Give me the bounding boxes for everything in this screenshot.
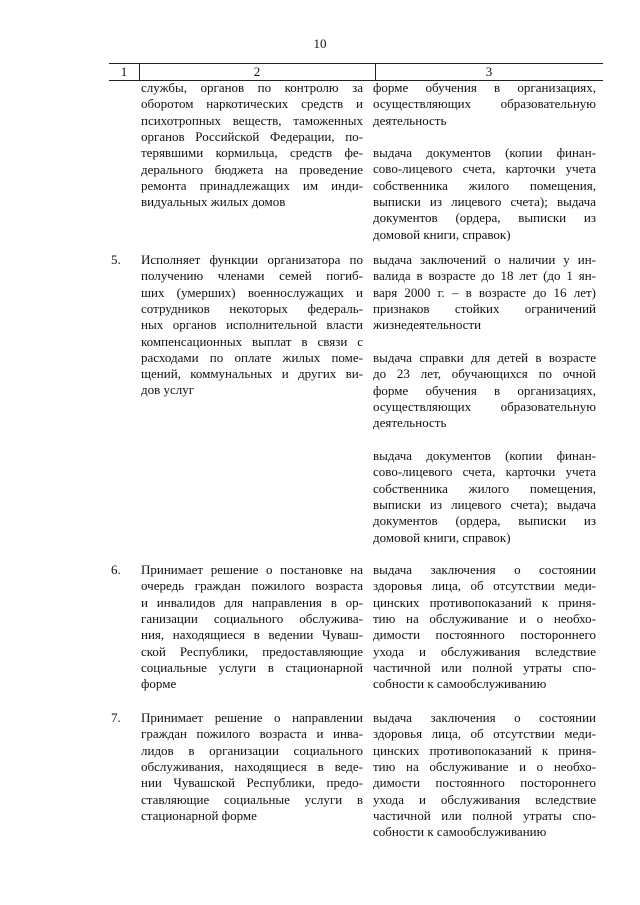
function-text-line: ставляющие социальные услуги в <box>141 791 363 807</box>
header-col-2: 2 <box>253 64 261 79</box>
function-text-line: обслуживания, находящиеся в веде- <box>141 758 363 774</box>
function-text-line: ганизации социального обслужива- <box>141 610 363 626</box>
header-col-1: 1 <box>120 64 128 79</box>
service-text-line: тию на обслуживание и о необхо- <box>373 610 596 626</box>
function-text-line: и инвалидов для направления в ор- <box>141 594 363 610</box>
function-text-line: щений, коммунальных и других ви- <box>141 366 363 382</box>
function-text-line: социальные услуги в стационарной <box>141 659 363 675</box>
service-text-line: выдача справки для детей в возрасте <box>373 350 596 365</box>
function-text-line: службы, органов по контролю за <box>141 80 363 95</box>
service-text-line: документов (ордера, выписки из <box>373 513 596 529</box>
service-text-line: жизнедеятельности <box>373 317 482 333</box>
service-text-line: форме обучения в организациях, <box>373 80 596 95</box>
service-text-line: частичной или полной утраты спо- <box>373 659 596 675</box>
service-text-line: сово-лицевого счета, карточки учета <box>373 464 596 480</box>
service-text-line: здоровья лица, об отсутствии меди- <box>373 726 596 742</box>
service-text-line: валида в возрасте до 18 лет (до 1 ян- <box>373 268 596 284</box>
service-text-line: димости постоянного постороннего <box>373 627 596 643</box>
function-text-line: лидов в организации социального <box>141 742 363 758</box>
function-text-line: получению членами семей погиб- <box>141 268 363 284</box>
row-number: 7. <box>111 710 121 725</box>
row-number: 6. <box>111 562 121 577</box>
service-text-line: тию на обслуживание и о необхо- <box>373 758 596 774</box>
function-text-line: стационарной форме <box>141 807 257 823</box>
function-text-line: очередь граждан пожилого возраста <box>141 578 363 594</box>
service-text-line: ухода и обслуживания вследствие <box>373 791 596 807</box>
function-text-line: расходами по оплате жилых поме- <box>141 349 363 365</box>
function-text-line: компенсационных выплат в связи с <box>141 333 363 349</box>
function-text-line: сотрудников некоторых федераль- <box>141 300 363 316</box>
service-text-line: деятельность <box>373 415 447 431</box>
function-text-line: оборотом наркотических средств и <box>141 96 363 112</box>
service-text-line: форме обучения в организациях, <box>373 382 596 398</box>
service-text-line: варя 2000 г. – в возрасте до 16 лет) <box>373 284 596 300</box>
service-text-line: выдача документов (копии финан- <box>373 145 596 160</box>
function-text-line: нии Чувашской Республики, предо- <box>141 775 363 791</box>
function-text-line: органов Российской Федерации, по- <box>141 128 363 144</box>
function-text-line: ших (умерших) военнослужащих и <box>141 284 363 300</box>
function-text-line: ской Республики, предоставляющие <box>141 643 363 659</box>
service-text-line: выдача документов (копии финан- <box>373 448 596 463</box>
service-text-line: деятельность <box>373 112 447 128</box>
function-text-line: ных органов исполнительной власти <box>141 317 363 333</box>
service-text-line: домовой книги, справок) <box>373 226 511 242</box>
service-text-line: выдача заключений о наличии у ин- <box>373 252 596 267</box>
service-text-line: собности к самообслуживанию <box>373 824 547 840</box>
function-text-line: психотропных веществ, таможенных <box>141 112 363 128</box>
function-text-line: граждан пожилого возраста и инва- <box>141 726 363 742</box>
service-text-line: здоровья лица, об отсутствии меди- <box>373 578 596 594</box>
service-text-line: ухода и обслуживания вследствие <box>373 643 596 659</box>
header-col-3: 3 <box>485 64 493 79</box>
service-text-line: собственника жилого помещения, <box>373 480 596 496</box>
service-text-line: до 23 лет, обучающихся по очной <box>373 366 596 382</box>
service-text-line: цинских противопоказаний к приня- <box>373 742 596 758</box>
function-text-line: дерального бюджета на проведение <box>141 161 363 177</box>
function-text-line: ремонта принадлежащих им инди- <box>141 177 363 193</box>
service-text-line: выдача заключения о состоянии <box>373 710 596 725</box>
service-text-line: осуществляющих образовательную <box>373 96 596 112</box>
service-text-line: домовой книги, справок) <box>373 529 511 545</box>
function-text-line: видуальных жилых домов <box>141 194 286 210</box>
service-text-line: признаков стойких ограничений <box>373 300 596 316</box>
function-text-line: Исполняет функции организатора по <box>141 252 363 267</box>
function-text-line: Принимает решение о направлении <box>141 710 363 725</box>
page-number: 10 <box>313 36 327 51</box>
service-text-line: димости постоянного постороннего <box>373 775 596 791</box>
function-text-line: дов услуг <box>141 382 195 398</box>
service-text-line: собственника жилого помещения, <box>373 177 596 193</box>
service-text-line: цинских противопоказаний к приня- <box>373 594 596 610</box>
service-text-line: выписки из лицевого счета); выдача <box>373 193 596 209</box>
service-text-line: документов (ордера, выписки из <box>373 210 596 226</box>
service-text-line: собности к самообслуживанию <box>373 676 547 692</box>
row-number: 5. <box>111 252 121 267</box>
function-text-line: Принимает решение о постановке на <box>141 562 363 577</box>
table-header <box>109 63 603 81</box>
service-text-line: сово-лицевого счета, карточки учета <box>373 161 596 177</box>
function-text-line: терявшими кормильца, средств фе- <box>141 145 363 161</box>
function-text-line: форме <box>141 676 177 692</box>
service-text-line: выдача заключения о состоянии <box>373 562 596 577</box>
service-text-line: выписки из лицевого счета); выдача <box>373 496 596 512</box>
service-text-line: осуществляющих образовательную <box>373 398 596 414</box>
service-text-line: частичной или полной утраты спо- <box>373 807 596 823</box>
function-text-line: ния, находящиеся в ведении Чуваш- <box>141 627 363 643</box>
